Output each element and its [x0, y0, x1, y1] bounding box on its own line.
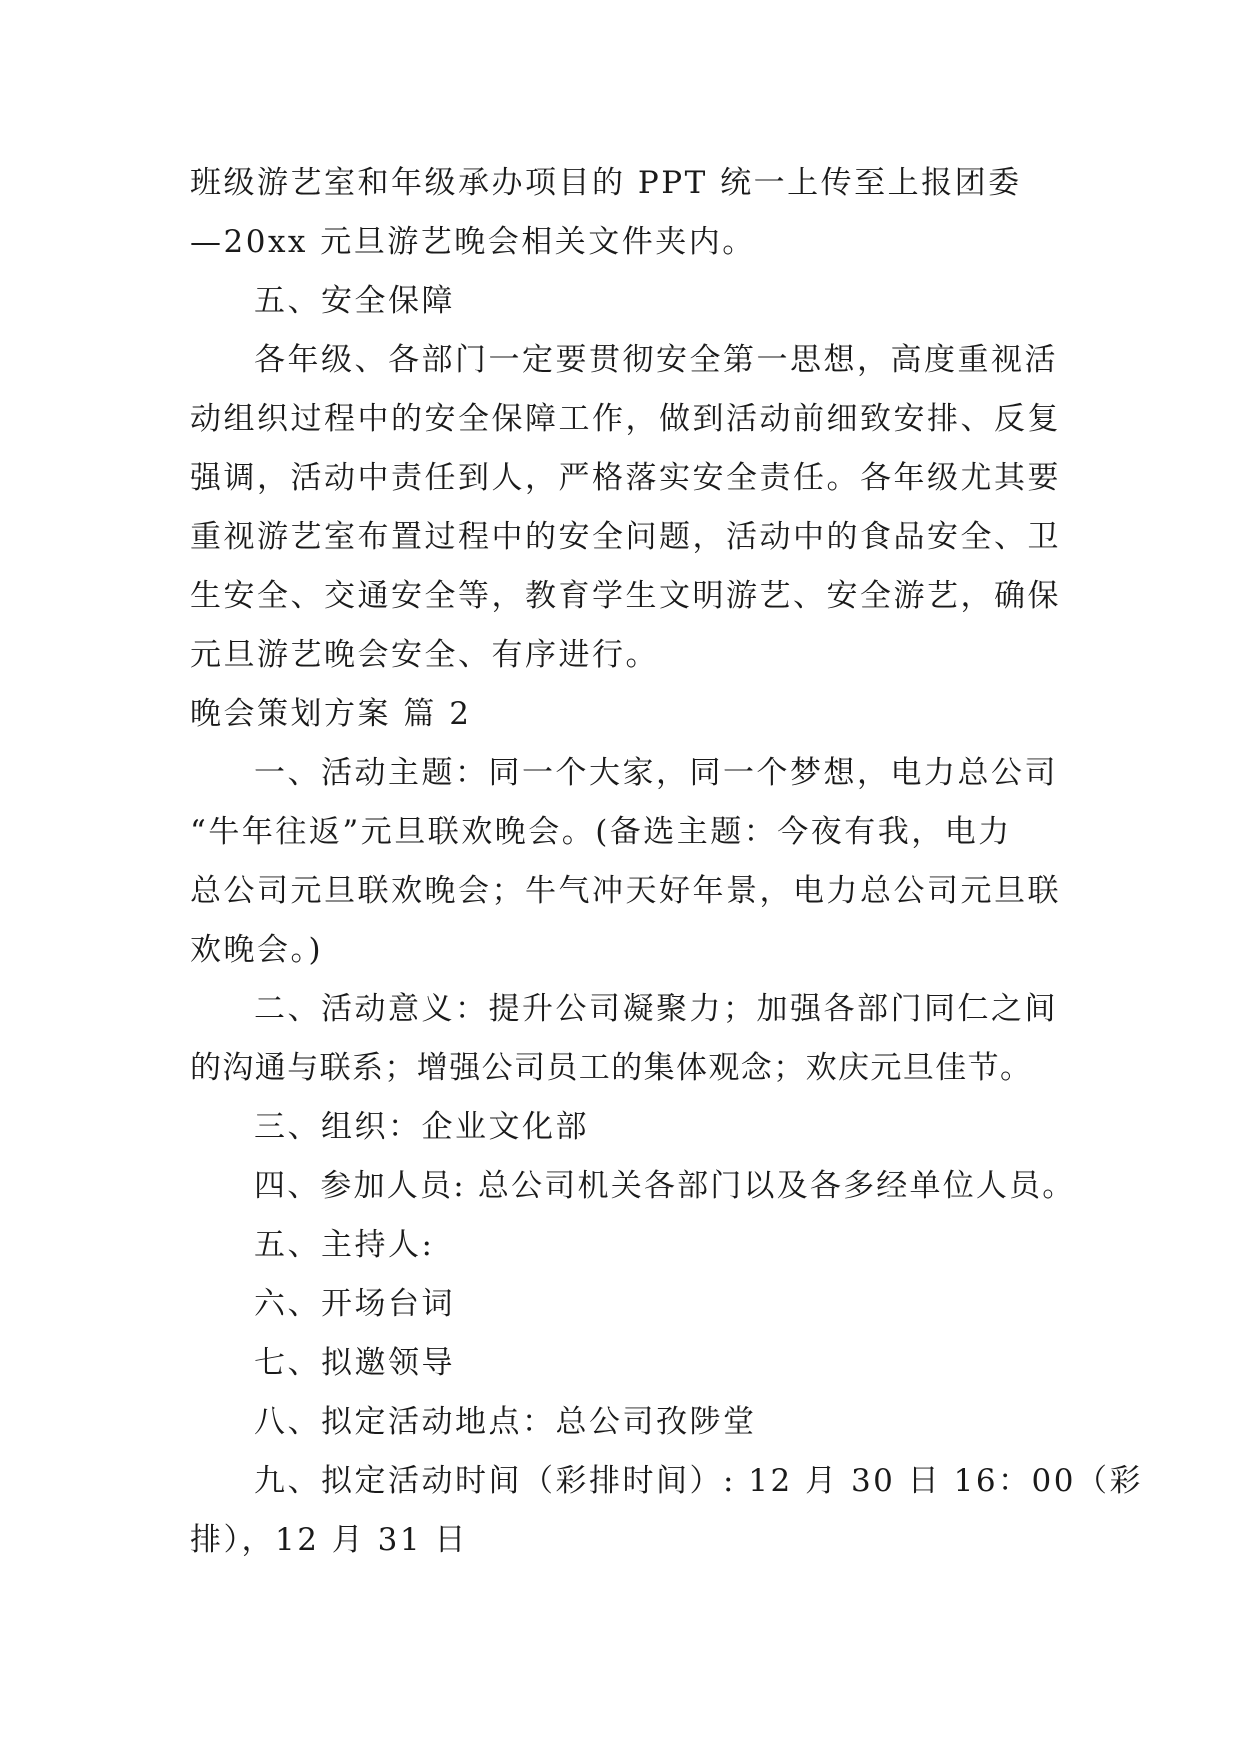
list-item-opening-lines: [190, 1275, 1060, 1334]
list-item-venue: [190, 1393, 1060, 1452]
paragraph-theme: [190, 744, 1060, 980]
list-item-invited-leaders: [190, 1334, 1060, 1393]
text-line: 二、活动意义：提升公司凝聚力；加强各部门同仁之间: [254, 991, 1058, 1027]
text-line: 九、拟定活动时间（彩排时间）: 12 月 30 日 16：00（彩: [254, 1463, 1143, 1499]
article-title: [190, 685, 1060, 744]
list-item-time: [190, 1452, 1143, 1570]
list-item-organizer: [190, 1098, 1060, 1157]
text-line: 班级游艺室和年级承办项目的 PPT 统一上传至上报团委: [190, 165, 1022, 201]
heading-text: 五、安全保障: [254, 283, 455, 319]
text-line: 各年级、各部门一定要贯彻安全第一思想，高度重视活: [254, 342, 1058, 378]
text-line: 七、拟邀领导: [254, 1345, 455, 1381]
text-line: 强调，活动中责任到人，严格落实安全责任。各年级尤其要: [190, 460, 1061, 496]
text-line: 重视游艺室布置过程中的安全问题，活动中的食品安全、卫: [190, 519, 1061, 555]
text-line: “牛年往返”元旦联欢晚会。(备选主题：今夜有我，电力: [190, 814, 1012, 850]
text-line: 的沟通与联系；增强公司员工的集体观念；欢庆元旦佳节。: [190, 1050, 1033, 1086]
text-line: 总公司元旦联欢晚会；牛气冲天好年景，电力总公司元旦联: [190, 873, 1061, 909]
text-line: 五、主持人:: [254, 1227, 435, 1263]
document-body: [190, 154, 1143, 1570]
text-line: 元旦游艺晚会安全、有序进行。: [190, 637, 659, 673]
list-item-participants: [190, 1157, 1076, 1216]
paragraph-upload-note: [190, 154, 1060, 272]
text-line: 六、开场台词: [254, 1286, 455, 1322]
text-line: 八、拟定活动地点：总公司孜陟堂: [254, 1404, 757, 1440]
paragraph-safety: [190, 331, 1060, 685]
text-line: 四、参加人员: 总公司机关各部门以及各多经单位人员。: [254, 1168, 1076, 1204]
text-line: 生安全、交通安全等，教育学生文明游艺、安全游艺，确保: [190, 578, 1061, 614]
paragraph-significance: [190, 980, 1060, 1098]
text-line: —20xx 元旦游艺晚会相关文件夹内。: [190, 224, 756, 260]
list-item-host: [190, 1216, 1060, 1275]
section-heading-safety: [190, 272, 1060, 331]
text-line: 三、组织：企业文化部: [254, 1109, 589, 1145]
title-text: 晚会策划方案 篇 2: [190, 696, 472, 732]
text-line: 欢晚会。): [190, 932, 324, 968]
text-line: 排），12 月 31 日: [190, 1522, 468, 1558]
text-line: 动组织过程中的安全保障工作，做到活动前细致安排、反复: [190, 401, 1061, 437]
text-line: 一、活动主题：同一个大家，同一个梦想，电力总公司: [254, 755, 1058, 791]
